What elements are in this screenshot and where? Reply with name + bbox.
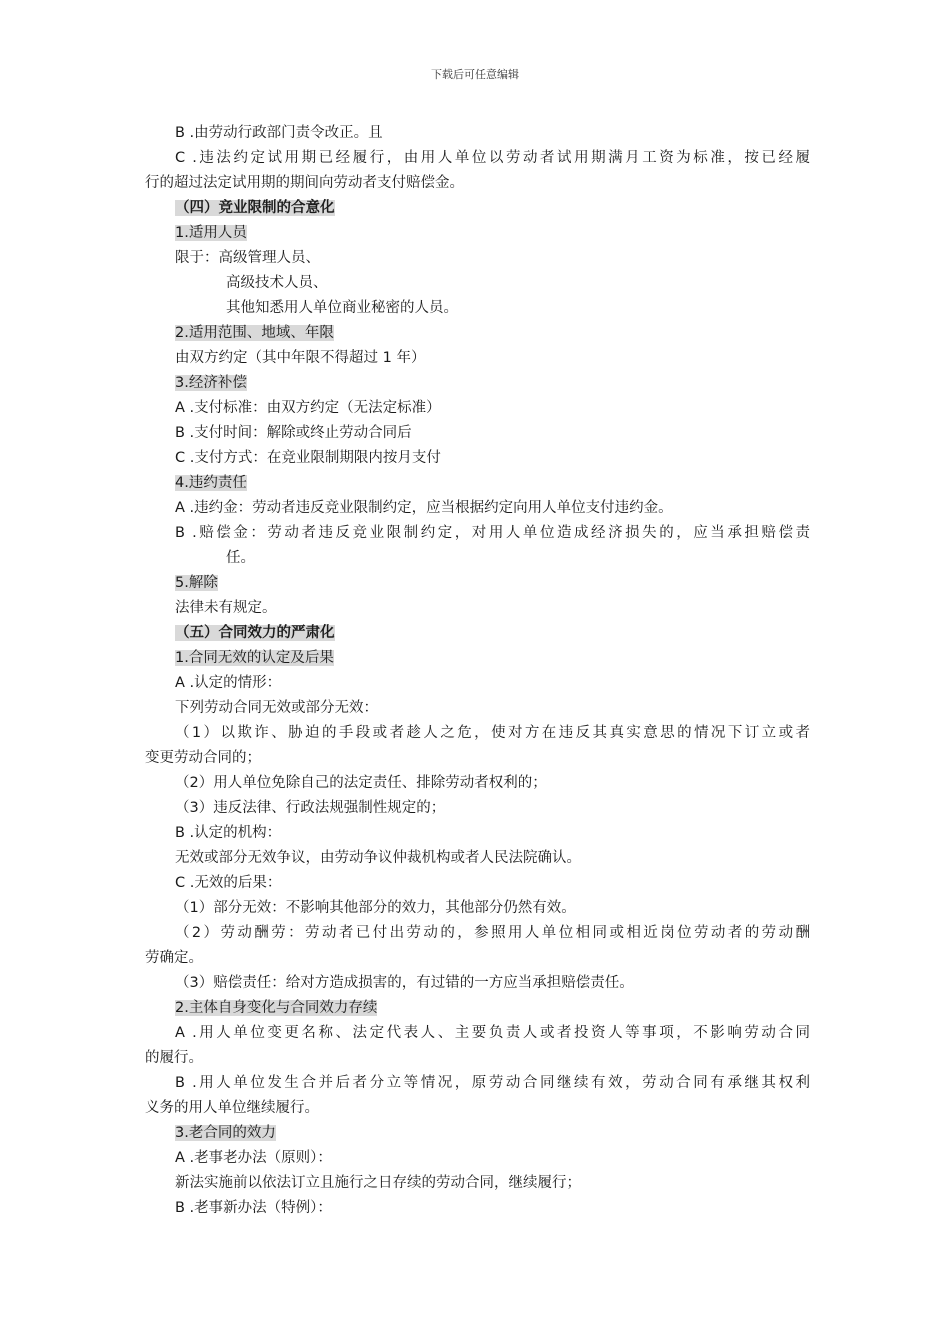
text-line: [145, 546, 810, 571]
line-text: B .赔偿金：劳动者违反竞业限制约定，对用人单位造成经济损失的，应当承担赔偿责: [175, 525, 810, 541]
text-line: [145, 146, 810, 171]
section-heading: [145, 371, 810, 396]
text-line: [145, 746, 810, 771]
section-heading: [145, 221, 810, 246]
line-text: （1）以欺诈、胁迫的手段或者趁人之危，使对方在违反其真实意思的情况下订立或者: [175, 725, 810, 741]
line-text: （2）用人单位免除自己的法定责任、排除劳动者权利的；: [175, 775, 547, 791]
text-line: [145, 596, 810, 621]
line-text: （2）劳动酬劳：劳动者已付出劳动的，参照用人单位相同或相近岗位劳动者的劳动酬: [175, 925, 810, 941]
text-line: [145, 946, 810, 971]
heading-text: 5.解除: [175, 575, 218, 591]
line-text: A .老事老办法（原则）：: [175, 1150, 332, 1166]
line-text: 行的超过法定试用期的期间向劳动者支付赔偿金。: [145, 175, 464, 191]
text-line: [145, 496, 810, 521]
text-line: [145, 771, 810, 796]
text-line: [145, 1146, 810, 1171]
section-heading: [145, 471, 810, 496]
text-line: [145, 521, 810, 546]
section-heading: [145, 646, 810, 671]
line-text: 劳确定。: [145, 950, 203, 966]
line-text: 新法实施前以依法订立且施行之日存续的劳动合同，继续履行；: [175, 1175, 581, 1191]
line-text: 无效或部分无效争议，由劳动争议仲裁机构或者人民法院确认。: [175, 850, 581, 866]
line-text: 由双方约定（其中年限不得超过 1 年）: [175, 350, 426, 366]
line-text: B .认定的机构：: [175, 825, 282, 841]
line-text: B .老事新办法（特例）：: [175, 1200, 332, 1216]
line-text: C .支付方式：在竞业限制期限内按月支付: [175, 450, 441, 466]
text-line: [145, 1071, 810, 1096]
text-line: [145, 921, 810, 946]
text-line: [145, 421, 810, 446]
text-line: [145, 896, 810, 921]
line-text: A .认定的情形：: [175, 675, 282, 691]
line-text: 变更劳动合同的；: [145, 750, 261, 766]
text-line: [145, 1171, 810, 1196]
section-heading: [145, 571, 810, 596]
heading-text: 1.适用人员: [175, 225, 247, 241]
line-text: B .由劳动行政部门责令改正。且: [175, 125, 383, 141]
line-text: 高级技术人员、: [226, 275, 328, 291]
text-line: [145, 1096, 810, 1121]
line-text: （3）赔偿责任：给对方造成损害的，有过错的一方应当承担赔偿责任。: [175, 975, 634, 991]
text-line: [145, 246, 810, 271]
section-heading: [145, 321, 810, 346]
text-line: [145, 821, 810, 846]
text-line: [145, 671, 810, 696]
line-text: B .用人单位发生合并后者分立等情况，原劳动合同继续有效，劳动合同有承继其权利: [175, 1075, 810, 1091]
text-line: [145, 271, 810, 296]
heading-text: 1.合同无效的认定及后果: [175, 650, 334, 666]
text-line: [145, 721, 810, 746]
text-line: [145, 1196, 810, 1221]
heading-text: （五）合同效力的严肃化: [175, 625, 335, 641]
heading-text: （四）竞业限制的合意化: [175, 200, 335, 216]
line-text: 的履行。: [145, 1050, 203, 1066]
line-text: 法律未有规定。: [175, 600, 277, 616]
line-text: 下列劳动合同无效或部分无效：: [175, 700, 378, 716]
line-text: C .违法约定试用期已经履行，由用人单位以劳动者试用期满月工资为标准，按已经履: [175, 150, 810, 166]
line-text: 义务的用人单位继续履行。: [145, 1100, 319, 1116]
text-line: [145, 346, 810, 371]
heading-text: 3.老合同的效力: [175, 1125, 276, 1141]
text-line: [145, 871, 810, 896]
section-heading: [145, 996, 810, 1021]
line-text: A .支付标准：由双方约定（无法定标准）: [175, 400, 441, 416]
heading-text: 2.主体自身变化与合同效力存续: [175, 1000, 378, 1016]
document-body: [145, 121, 810, 1221]
heading-text: 2.适用范围、地域、年限: [175, 325, 334, 341]
section-heading: [145, 621, 810, 646]
line-text: C .无效的后果：: [175, 875, 282, 891]
line-text: （1）部分无效：不影响其他部分的效力，其他部分仍然有效。: [175, 900, 576, 916]
text-line: [145, 796, 810, 821]
page-header: 下载后可任意编辑: [431, 68, 519, 81]
section-heading: [145, 196, 810, 221]
line-text: （3）违反法律、行政法规强制性规定的；: [175, 800, 446, 816]
text-line: [145, 971, 810, 996]
text-line: [145, 446, 810, 471]
line-text: A .违约金：劳动者违反竞业限制约定，应当根据约定向用人单位支付违约金。: [175, 500, 673, 516]
section-heading: [145, 1121, 810, 1146]
heading-text: 3.经济补偿: [175, 375, 247, 391]
text-line: [145, 171, 810, 196]
text-line: [145, 1046, 810, 1071]
line-text: 其他知悉用人单位商业秘密的人员。: [226, 300, 458, 316]
text-line: [145, 846, 810, 871]
line-text: B .支付时间：解除或终止劳动合同后: [175, 425, 412, 441]
line-text: A .用人单位变更名称、法定代表人、主要负责人或者投资人等事项，不影响劳动合同: [175, 1025, 810, 1041]
text-line: [145, 696, 810, 721]
text-line: [145, 121, 810, 146]
line-text: 限于：高级管理人员、: [175, 250, 320, 266]
text-line: [145, 296, 810, 321]
text-line: [145, 1021, 810, 1046]
line-text: 任。: [226, 550, 255, 566]
text-line: [145, 396, 810, 421]
heading-text: 4.违约责任: [175, 475, 247, 491]
